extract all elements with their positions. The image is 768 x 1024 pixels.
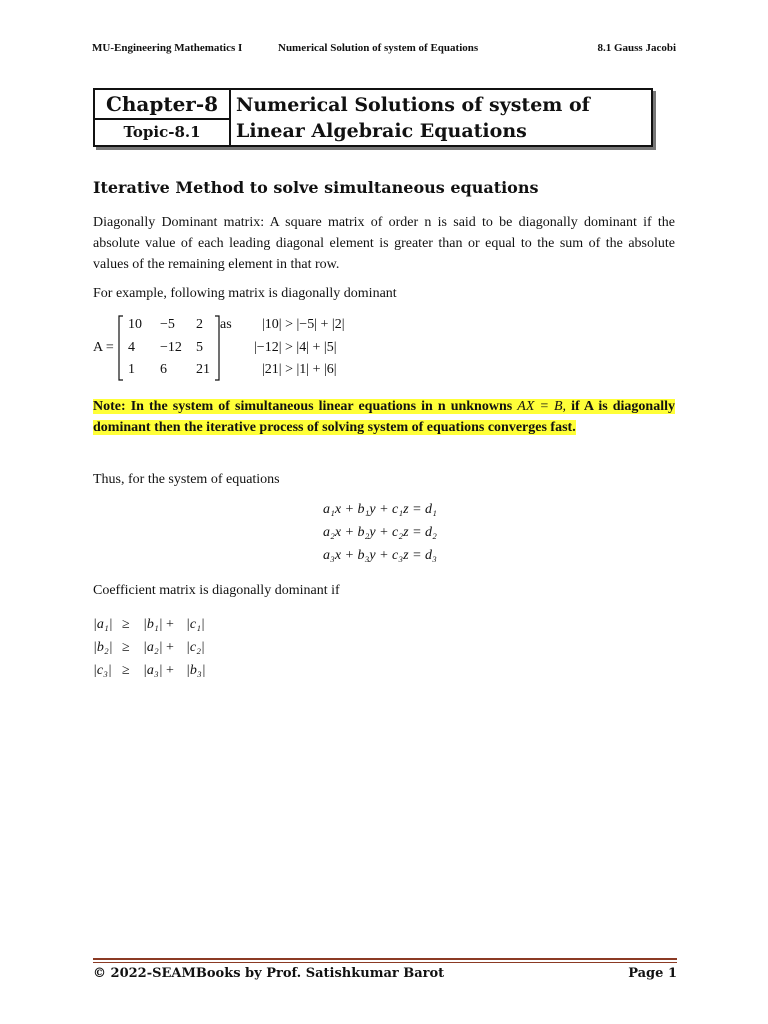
chapter-title-line-1: Numerical Solutions of system of — [236, 94, 590, 116]
note-equation: AX = B, — [517, 399, 567, 414]
header-book-title: MU-Engineering Mathematics I — [92, 42, 243, 54]
condition-1-plus: + — [166, 617, 174, 632]
footer-rule — [93, 958, 677, 960]
condition-2-t2: |c₂| — [186, 640, 205, 655]
chapter-label: Chapter-8 — [95, 90, 229, 120]
chapter-cell — [95, 90, 231, 145]
footer — [93, 966, 677, 981]
matrix-cell: 1 — [128, 362, 135, 377]
page-number: Page 1 — [628, 966, 677, 981]
condition-3-t1: |a₃| — [143, 663, 163, 678]
matrix-cell: 21 — [196, 362, 210, 377]
check-row-3: |21| > |1| + |6| — [262, 362, 337, 377]
matrix-cell: 6 — [160, 362, 167, 377]
matrix-cell: −12 — [160, 340, 182, 355]
matrix-cell: 5 — [196, 340, 203, 355]
condition-2-rel: ≥ — [122, 640, 130, 655]
topic-label: Topic-8.1 — [123, 123, 201, 141]
condition-1-rel: ≥ — [122, 617, 130, 632]
condition-1-lhs: |a₁| — [93, 617, 113, 632]
condition-3-lhs: |c₃| — [93, 663, 112, 678]
condition-1-t1: |b₁| — [143, 617, 163, 632]
matrix-cell: 2 — [196, 317, 203, 332]
condition-3-t2: |b₃| — [186, 663, 206, 678]
example-intro: For example, following matrix is diagonally dominant — [93, 286, 397, 301]
condition-3-rel: ≥ — [122, 663, 130, 678]
condition-2-t1: |a₂| — [143, 640, 163, 655]
chapter-title — [236, 92, 590, 144]
footer-rule-thin — [93, 962, 677, 963]
equation-2: a₂x + b₂y + c₂z = d₂ — [323, 525, 437, 540]
matrix-cell: −5 — [160, 317, 175, 332]
header-section: 8.1 Gauss Jacobi — [597, 42, 676, 54]
condition-1-t2: |c₁| — [186, 617, 205, 632]
footer-copyright: © 2022-SEAMBooks by Prof. Satishkumar Barot — [93, 966, 445, 981]
chapter-title-line-2: Linear Algebraic Equations — [236, 120, 527, 142]
condition-2-plus: + — [166, 640, 174, 655]
condition-2-lhs: |b₂| — [93, 640, 113, 655]
definition-paragraph: Diagonally Dominant matrix: A square matrix of order n is said to be diagonally dominant if the absolute value of each leading diagonal element is greater than or equal to the sum of the absolute values of the remaining element in that row. — [93, 215, 675, 272]
matrix-cell: 4 — [128, 340, 135, 355]
equation-3: a₃x + b₃y + c₃z = d₃ — [323, 548, 437, 563]
system-intro: Thus, for the system of equations — [93, 472, 280, 487]
as-word: as — [220, 317, 232, 332]
matrix-cell: 10 — [128, 317, 142, 332]
condition-intro: Coefficient matrix is diagonally dominant if — [93, 583, 340, 598]
note-part-2: if A is diagonally dominant then the iterative process of solving system of equations converges fast. — [93, 399, 675, 435]
matrix-label: A = — [93, 340, 114, 355]
condition-3-plus: + — [166, 663, 174, 678]
chapter-title-box — [93, 88, 653, 147]
note-paragraph — [93, 396, 675, 438]
equation-1: a₁x + b₁y + c₁z = d₁ — [323, 502, 437, 517]
header-chapter-title: Numerical Solution of system of Equations — [278, 42, 479, 54]
check-row-2: |−12| > |4| + |5| — [254, 340, 337, 355]
section-heading: Iterative Method to solve simultaneous equations — [93, 178, 539, 197]
check-row-1: |10| > |−5| + |2| — [262, 317, 345, 332]
note-part-1: Note: In the system of simultaneous linear equations in n unknowns — [93, 399, 518, 414]
